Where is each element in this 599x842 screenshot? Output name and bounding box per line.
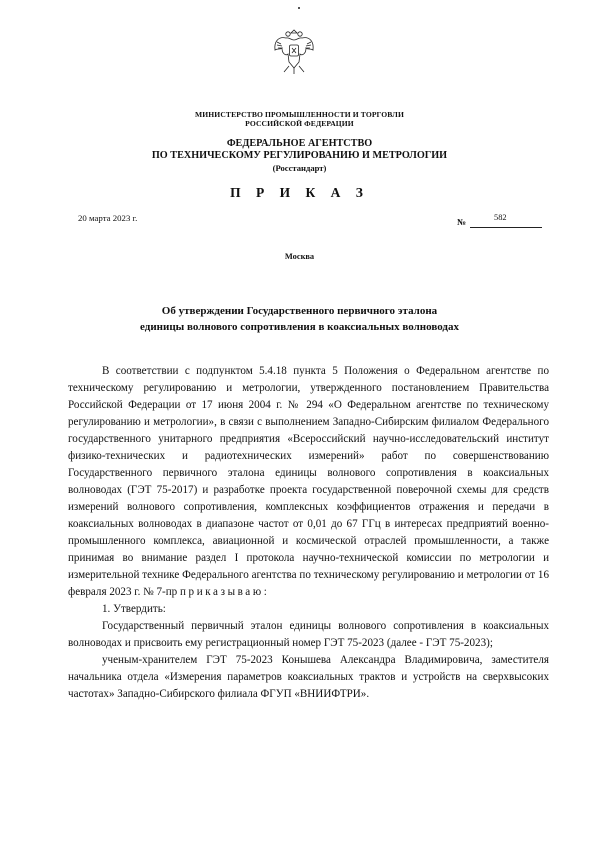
order-date: 20 марта 2023 г. <box>78 213 138 223</box>
number-underline <box>470 227 542 228</box>
order-keyword: приказываю: <box>180 586 270 598</box>
agency-name <box>0 138 599 174</box>
agency-line-1: ФЕДЕРАЛЬНОЕ АГЕНТСТВО <box>226 138 373 149</box>
scan-speck <box>298 7 300 9</box>
subject-line-1: Об утверждении Государственного первичного эталона <box>161 305 438 317</box>
preamble-text: В соответствии с подпунктом 5.4.18 пункта 5 Положения о Федеральном агентстве по техническому регулированию и метрологии, утвержденного постановлением Правительства Российской Федерации от 17 июня 2004 г. № 294 «О Федеральном агентстве по техническому регулированию и метрологии», в связи с выполнением Западно-Сибирским филиалом Федерального государственного унитарного предприятия «Всероссийский научно-исследовательский институт физико-технических и радиотехнических измерений» работ по совершенствованию Государственного первичного эталона единицы волнового сопротивления в коаксиальных волноводах (ГЭТ 75-2017) и разработке проекта государственной поверочной схемы для средств измерений волнового сопротивления, комплексных коэффициентов отражения и передачи в коаксиальных волноводах в диапазоне частот от 0,01 до 67 ГГц в интересах предприятий военно-промышленного комплекса, авиационной и космической отраслей промышленности, а также принимая во внимание раздел I протокола научно-технической комиссии по метрологии и измерительной технике Федерального агентства по техническому регулированию и метрологии от 16 февраля 2023 г. № 7-пр <box>68 365 549 598</box>
order-number: 582 <box>494 213 507 222</box>
item-1-paragraph-custodian: ученым-хранителем ГЭТ 75-2023 Конышева Александра Владимировича, заместителя начальника отдела «Измерения параметров коаксиальных трактов и устройств на сверхвысоких частотах» Западно-Сибирского филиала ФГУП «ВНИИФТРИ». <box>68 654 549 700</box>
order-subject <box>0 303 599 335</box>
item-1-paragraph-standard: Государственный первичный эталон единицы волнового сопротивления в коаксиальных волноводах и присвоить ему регистрационный номер ГЭТ 75-2023 (далее - ГЭТ 75-2023); <box>68 620 549 649</box>
city: Москва <box>284 252 315 261</box>
agency-abbreviation: (Росстандарт) <box>272 163 327 173</box>
coat-of-arms-emblem <box>272 26 316 78</box>
ministry-line-1: МИНИСТЕРСТВО ПРОМЫШЛЕННОСТИ И ТОРГОВЛИ <box>195 110 404 119</box>
item-1-heading: 1. Утвердить: <box>102 603 166 615</box>
ministry-name <box>0 110 599 128</box>
ministry-line-2: РОССИЙСКОЙ ФЕДЕРАЦИИ <box>245 119 354 128</box>
document-type-title: П Р И К А З <box>230 185 369 200</box>
order-body <box>68 363 549 703</box>
subject-line-2: единицы волнового сопротивления в коаксиальных волноводах <box>140 321 459 333</box>
number-sign: № <box>457 217 467 227</box>
agency-line-2: ПО ТЕХНИЧЕСКОМУ РЕГУЛИРОВАНИЮ И МЕТРОЛОГИИ <box>151 150 448 161</box>
preamble-paragraph <box>68 363 549 601</box>
